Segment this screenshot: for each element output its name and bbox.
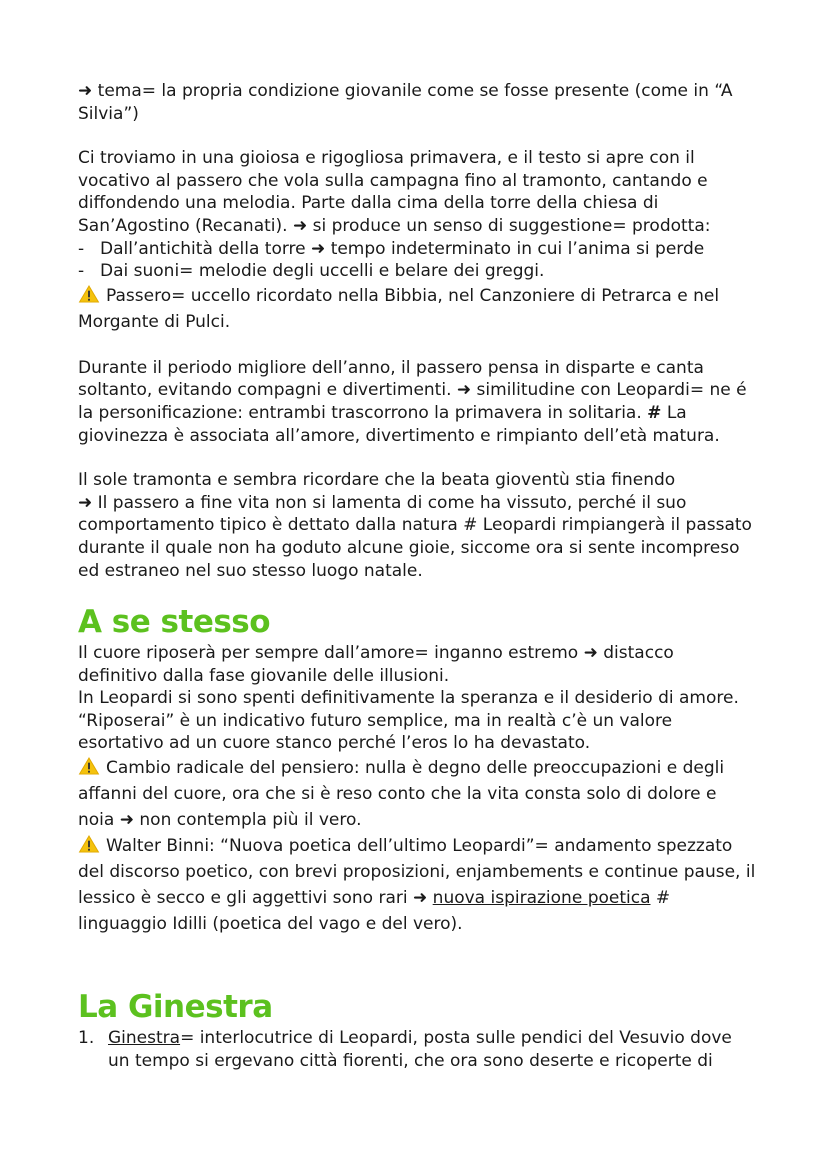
right-arrow-icon: ➜ — [311, 238, 326, 259]
paragraph-riposerai: “Riposerai” è un indicativo futuro semplice, ma in realtà c’è un valore esortativo ad un cuore stanco perché l’eros lo ha devastato. — [78, 710, 673, 754]
section-heading-la-ginestra: La Ginestra — [78, 989, 273, 1026]
numbered-item — [78, 1027, 758, 1072]
right-arrow-icon: ➜ — [583, 643, 598, 664]
warning-text: # linguaggio Idilli (poetica del vago e del vero). — [78, 888, 671, 935]
paragraph-text: Durante il periodo migliore dell’anno, il passero pensa in disparte e canta soltanto, evitando compagni e divertimenti. — [78, 357, 704, 401]
warning-icon — [78, 285, 100, 303]
dash-bullet: - — [78, 261, 85, 282]
warning-note — [78, 755, 758, 833]
paragraph-text: Il passero a fine vita non si lamenta di come ha vissuto, perché il suo comportamento tipico è dettato dalla natura # Leopardi rimpiangerà il passato durante il quale non ha goduto alcune gioie, siccome ora si sente incompreso ed estraneo nel suo stesso luogo natale. — [78, 492, 752, 581]
paragraph-cuore — [78, 642, 758, 687]
underlined-term: nuova ispirazione poetica — [432, 888, 651, 909]
list-item — [78, 260, 758, 283]
paragraph-text: similitudine con Leopardi= ne é la personificazione: entrambi trascorrono la primavera in solitaria. — [78, 380, 747, 423]
warning-icon — [78, 835, 100, 853]
paragraph-text: si produce un senso di suggestione= prodotta: — [312, 215, 711, 236]
paragraph-text: distacco definitivo dalla fase giovanile delle illusioni. — [78, 643, 674, 686]
warning-text: Passero= uccello ricordato nella Bibbia, nel Canzoniere di Petrarca e nel Morgante di Pulci. — [78, 285, 720, 332]
paragraph-tramonto — [78, 469, 758, 582]
paragraph-speranza: In Leopardi si sono spenti definitivamente la speranza e il desiderio di amore. — [78, 688, 739, 709]
warning-icon — [78, 757, 100, 775]
right-arrow-icon: ➜ — [292, 215, 308, 236]
list-item — [78, 238, 758, 261]
bullet-text: Dai suoni= melodie degli uccelli e belare dei greggi. — [100, 261, 545, 282]
warning-note — [78, 833, 758, 937]
section-heading-a-se-stesso: A se stesso — [78, 604, 271, 641]
paragraph-primavera — [78, 147, 758, 237]
warning-text: Cambio radicale del pensiero: nulla è degno delle preoccupazioni e degli affanni del cuore, ora che si è reso conto che la vita consta solo di dolore e noia — [78, 758, 725, 831]
right-arrow-icon: ➜ — [456, 380, 472, 401]
warning-text: Walter Binni: “Nuova poetica dell’ultimo Leopardi”= andamento spezzato del discorso poetico, con brevi proposizioni, enjambements e continue pause, il lessico è secco e gli aggettivi sono rari — [78, 836, 756, 909]
right-arrow-icon: ➜ — [78, 492, 93, 513]
theme-line — [78, 80, 758, 125]
right-arrow-icon: ➜ — [413, 888, 428, 909]
dash-bullet: - — [78, 238, 85, 259]
paragraph-text: Il cuore riposerà per sempre dall’amore= inganno estremo — [78, 643, 579, 664]
item-number: 1. — [78, 1028, 95, 1049]
document-page — [78, 80, 758, 1072]
paragraph-text: Il sole tramonta e sembra ricordare che la beata gioventù stia finendo — [78, 470, 676, 491]
item-text: = interlocutrice di Leopardi, posta sulle pendici del Vesuvio dove un tempo si ergevano città fiorenti, che ora sono deserte e ricoperte di — [108, 1028, 732, 1071]
hash-symbol: # — [647, 402, 662, 423]
paragraph-text: La giovinezza è associata all’amore, divertimento e rimpianto dell’età matura. — [78, 402, 720, 446]
paragraph-similitudine — [78, 357, 758, 447]
right-arrow-icon: ➜ — [119, 810, 134, 831]
theme-text: tema= la propria condizione giovanile come se fosse presente (come in “A Silvia”) — [78, 81, 733, 124]
right-arrow-icon: ➜ — [78, 81, 93, 101]
paragraph-text: Ci troviamo in una gioiosa e rigogliosa primavera, e il testo si apre con il vocativo al passero che vola sulla campagna fino al tramonto, cantando e diffondendo una melodia. Parte dalla cima della torre della chiesa di San’Agostino (Recanati). — [78, 148, 708, 236]
bullet-text: tempo indeterminato in cui l’anima si perde — [330, 238, 705, 259]
warning-text: non contempla più il vero. — [139, 810, 362, 831]
warning-note — [78, 283, 758, 335]
bullet-text: Dall’antichità della torre — [100, 238, 306, 259]
underlined-term: Ginestra — [108, 1028, 181, 1049]
